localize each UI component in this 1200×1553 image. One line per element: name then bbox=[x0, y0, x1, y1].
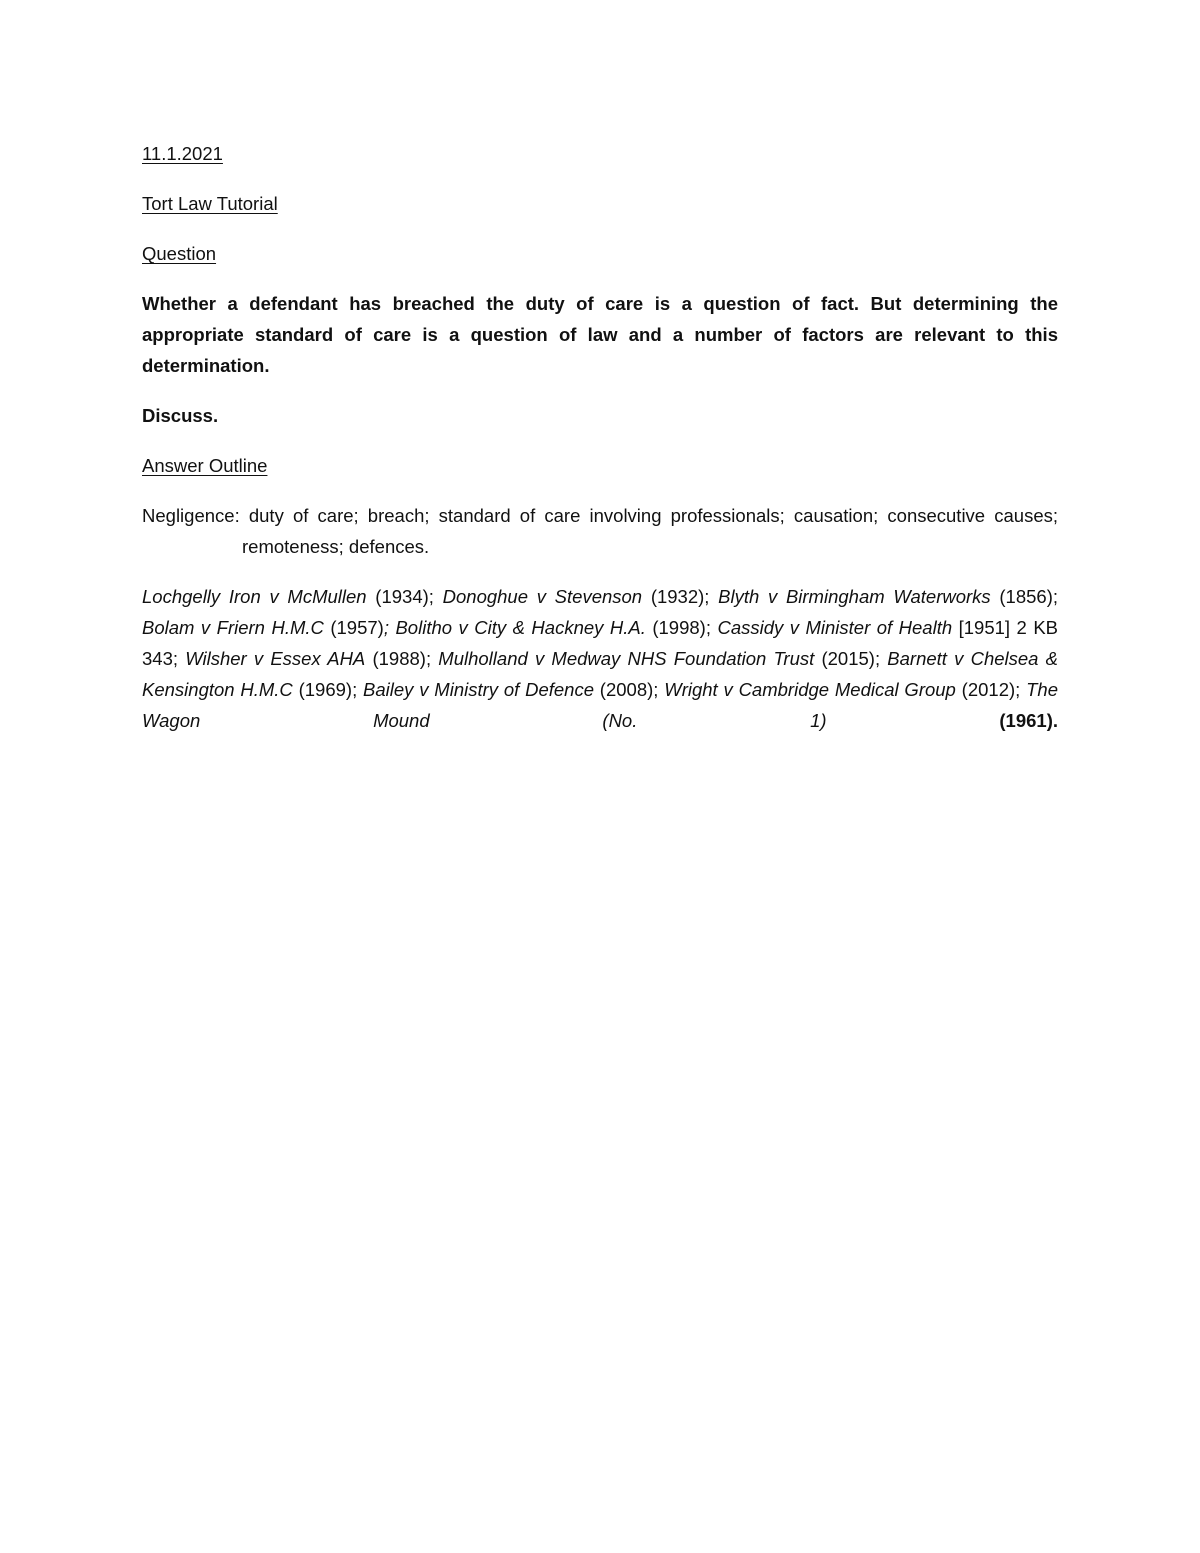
case-citation: (1998); bbox=[645, 617, 718, 638]
case-citation: (1932); bbox=[642, 586, 719, 607]
case-name: Mulholland v Medway NHS Foundation Trust bbox=[438, 648, 815, 669]
case-citation: (1969); bbox=[292, 679, 364, 700]
case-name: Bailey v Ministry of Defence bbox=[363, 679, 594, 700]
question-heading: Question bbox=[142, 243, 217, 264]
document-page bbox=[142, 138, 1058, 736]
case-citation: (1961). bbox=[826, 710, 1058, 731]
case-name: Wright v Cambridge Medical Group bbox=[664, 679, 956, 700]
case-citation: (1988); bbox=[365, 648, 439, 669]
question-text: Whether a defendant has breached the duty of care is a question of fact. But determining the appropriate standard of care is a question of law and a number of factors are relevant to this determination. bbox=[142, 293, 1058, 376]
case-citation: [1951] 2 KB 343; bbox=[142, 617, 1059, 669]
case-citation: (1934); bbox=[366, 586, 443, 607]
discuss-instruction: Discuss. bbox=[142, 405, 219, 426]
case-citation: (2008); bbox=[594, 679, 665, 700]
case-name: Lochgelly Iron v McMullen bbox=[142, 586, 367, 607]
case-name: Barnett v Chelsea & Kensington H.M.C bbox=[142, 648, 1058, 700]
answer-outline-text: Negligence: duty of care; breach; standard of care involving professionals; causation; consecutive causes; remoteness; defences. bbox=[142, 505, 1058, 557]
case-citation: (2012); bbox=[955, 679, 1027, 700]
document-date: 11.1.2021 bbox=[142, 143, 223, 164]
case-name: Cassidy v Minister of Health bbox=[717, 617, 953, 638]
case-list bbox=[142, 581, 1058, 736]
case-name: ; Bolitho v City & Hackney H.A. bbox=[383, 617, 646, 638]
case-citation: (1856); bbox=[990, 586, 1058, 607]
case-name: Donoghue v Stevenson bbox=[442, 586, 643, 607]
case-citation: (1957) bbox=[323, 617, 384, 638]
case-name: The Wagon Mound (No. 1) bbox=[142, 679, 1058, 731]
case-name: Bolam v Friern H.M.C bbox=[142, 617, 324, 638]
answer-outline-heading: Answer Outline bbox=[142, 455, 268, 476]
case-citation: (2015); bbox=[814, 648, 888, 669]
case-name: Wilsher v Essex AHA bbox=[185, 648, 366, 669]
course-title: Tort Law Tutorial bbox=[142, 193, 278, 214]
case-name: Blyth v Birmingham Waterworks bbox=[718, 586, 991, 607]
